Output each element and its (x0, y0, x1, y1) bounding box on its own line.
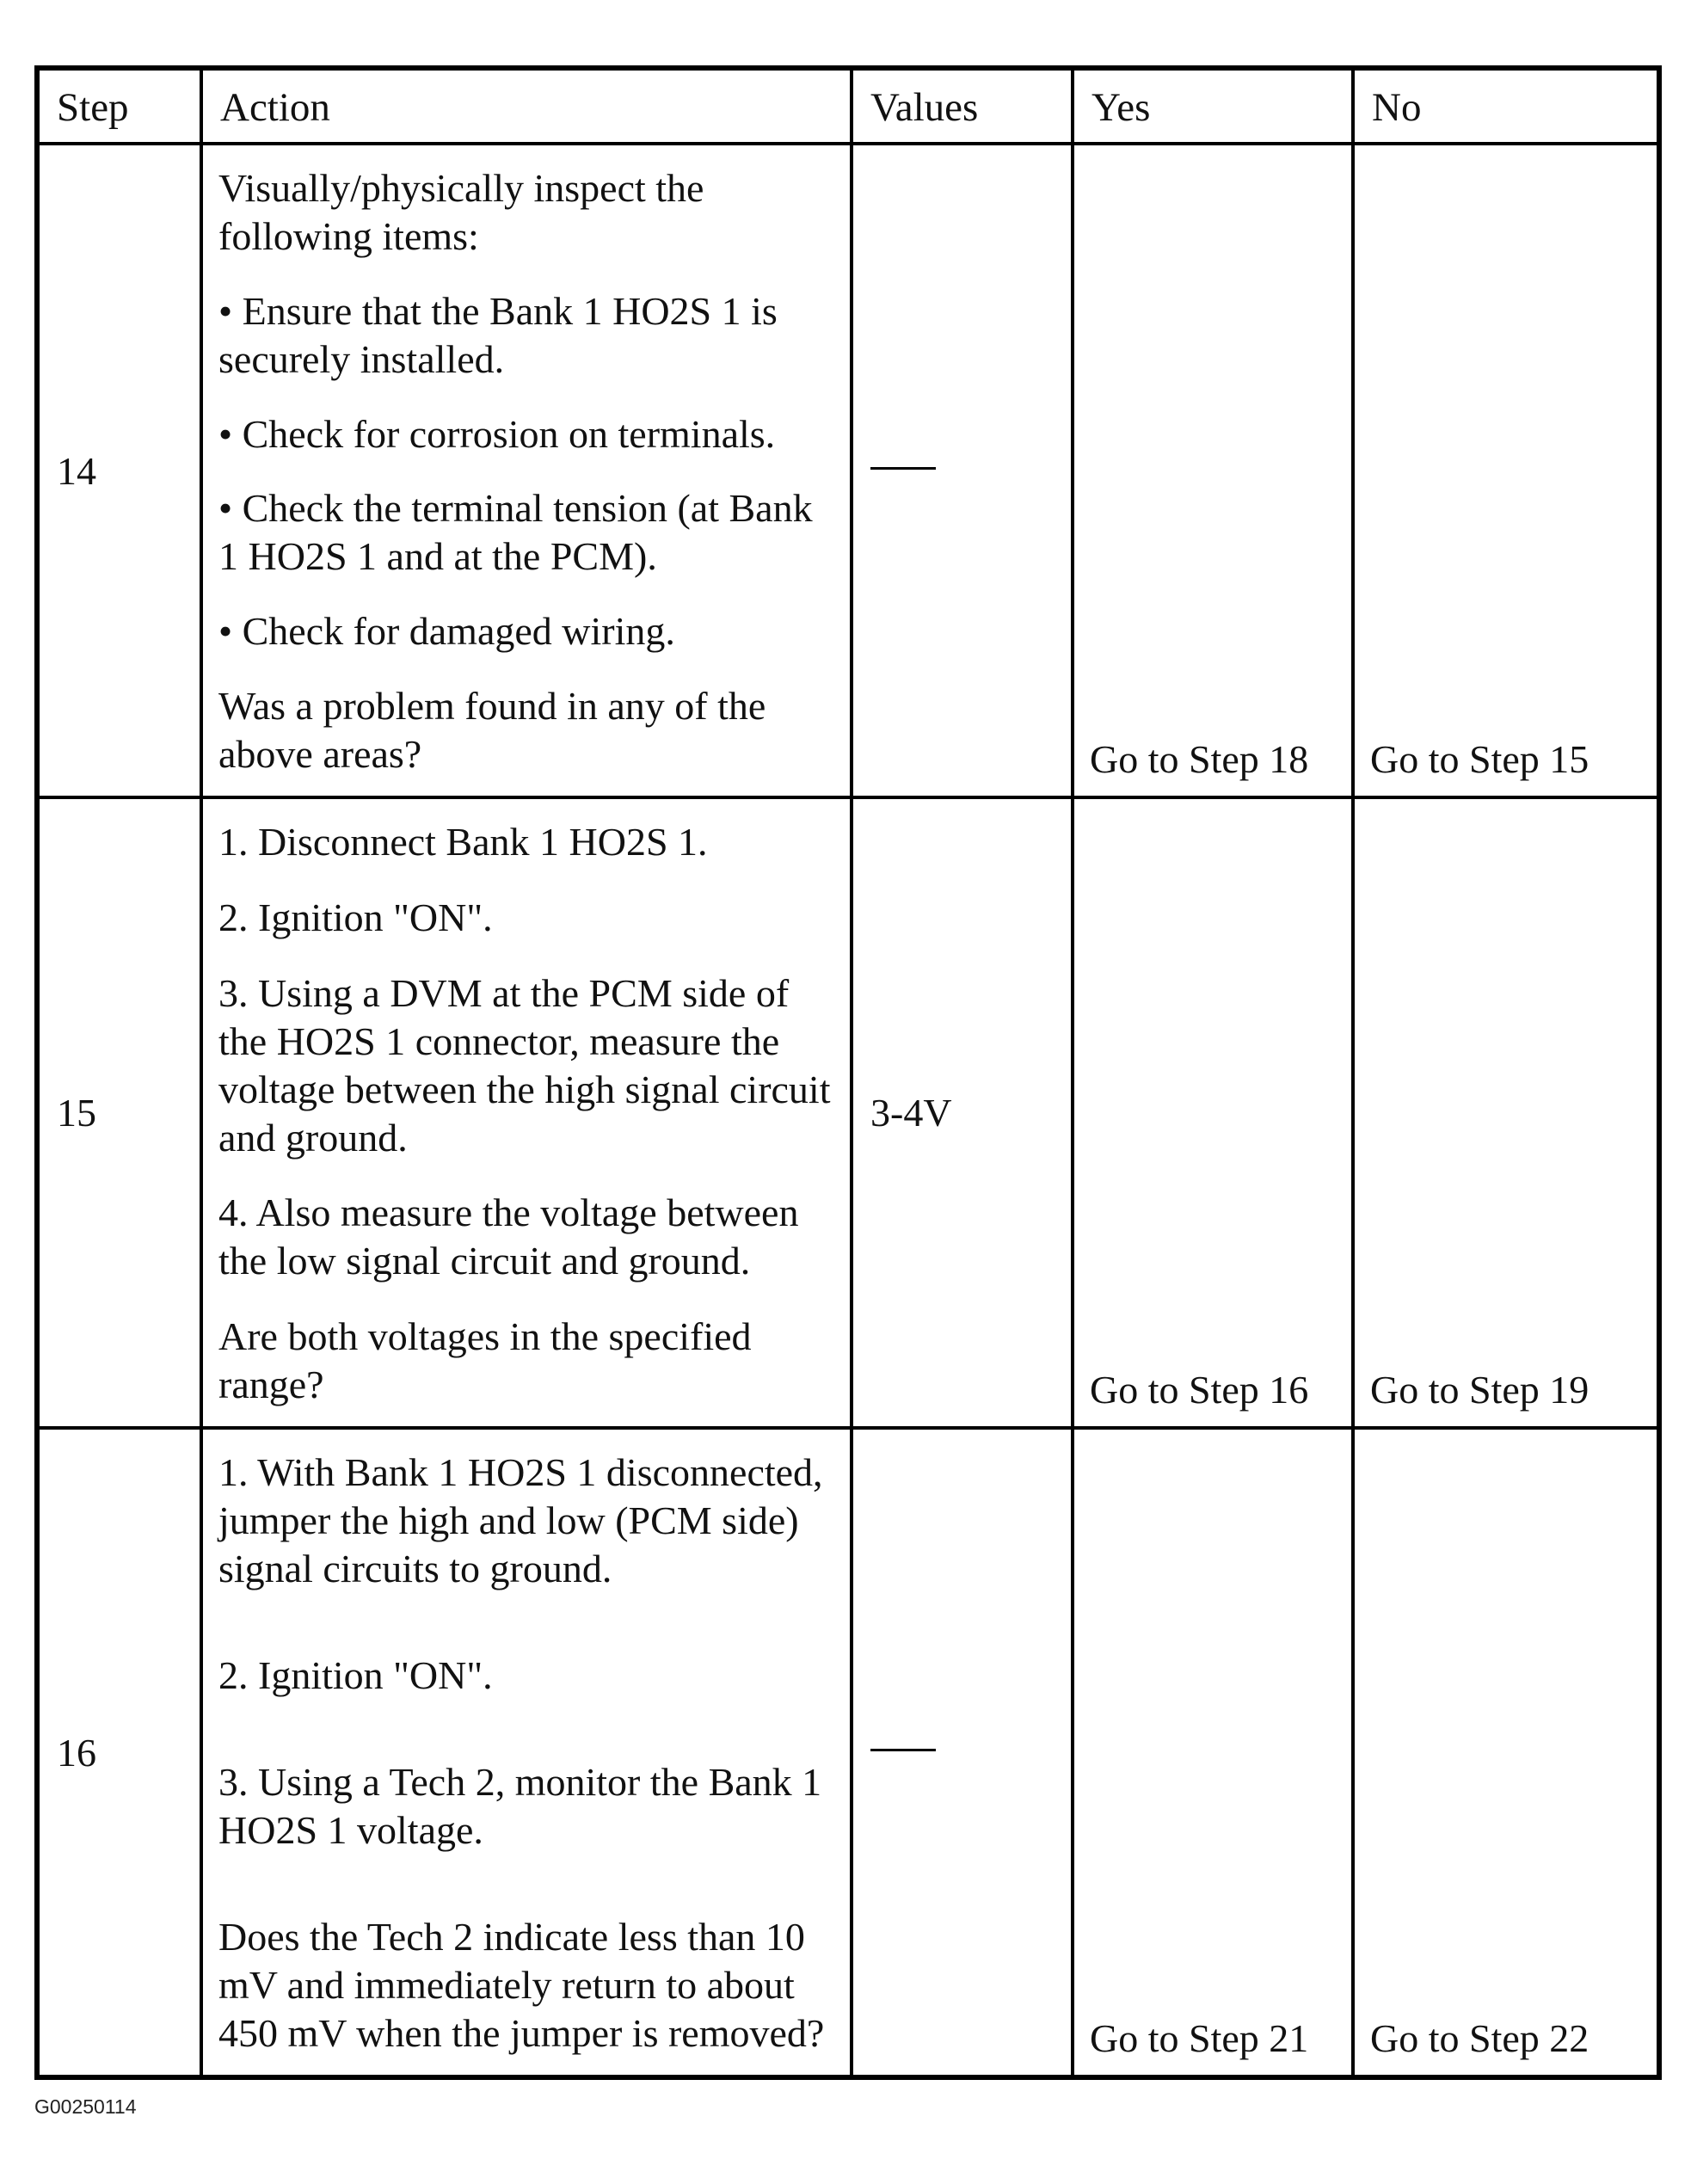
header-action: Action (201, 68, 852, 144)
action-cell (201, 1428, 852, 2077)
value-cell (852, 144, 1073, 797)
action-line: 1. With Bank 1 HO2S 1 disconnected, jumper the high and low (PCM side) signal circuits to ground. (218, 1450, 823, 1590)
yes-result: Go to Step 16 (1073, 797, 1353, 1428)
step-number: 14 (37, 144, 201, 797)
action-line: 2. Ignition "ON". (218, 895, 493, 939)
no-result: Go to Step 19 (1353, 797, 1659, 1428)
figure-id: G00250114 (34, 2095, 137, 2118)
header-yes: Yes (1073, 68, 1353, 144)
action-line: 4. Also measure the voltage between the low signal circuit and ground. (218, 1190, 799, 1283)
action-line: • Check for damaged wiring. (218, 609, 675, 654)
action-line: • Check for corrosion on terminals. (218, 411, 776, 456)
action-cell (201, 144, 852, 797)
action-line: • Ensure that the Bank 1 HO2S 1 is securely installed. (218, 288, 778, 381)
table-row (37, 797, 1659, 1428)
no-result: Go to Step 22 (1353, 1428, 1659, 2077)
table-row (37, 144, 1659, 797)
step-number: 15 (37, 797, 201, 1428)
action-line: 3. Using a DVM at the PCM side of the HO2S 1 connector, measure the voltage between the high signal circuit and ground. (218, 970, 831, 1160)
action-line: 2. Ignition "ON". (218, 1653, 493, 1697)
header-step: Step (37, 68, 201, 144)
value-dash (870, 1749, 936, 1751)
value-cell: 3-4V (852, 797, 1073, 1428)
action-line: Was a problem found in any of the above areas? (218, 683, 766, 776)
action-line: 1. Disconnect Bank 1 HO2S 1. (218, 820, 708, 864)
action-line: Does the Tech 2 indicate less than 10 mV and immediately return to about 450 mV when the jumper is removed? (218, 1915, 825, 2055)
step-number: 16 (37, 1428, 201, 2077)
diagnostic-table (34, 65, 1662, 2080)
action-line: Visually/physically inspect the following items: (218, 166, 704, 258)
header-row (37, 68, 1659, 144)
header-no: No (1353, 68, 1659, 144)
action-line: 3. Using a Tech 2, monitor the Bank 1 HO2S 1 voltage. (218, 1760, 822, 1852)
table-row (37, 1428, 1659, 2077)
action-line: • Check the terminal tension (at Bank 1 HO2S 1 and at the PCM). (218, 486, 813, 579)
header-values: Values (852, 68, 1073, 144)
yes-result: Go to Step 18 (1073, 144, 1353, 797)
yes-result: Go to Step 21 (1073, 1428, 1353, 2077)
value-cell (852, 1428, 1073, 2077)
no-result: Go to Step 15 (1353, 144, 1659, 797)
action-line: Are both voltages in the specified range? (218, 1314, 752, 1406)
value-dash (870, 467, 936, 470)
action-cell (201, 797, 852, 1428)
